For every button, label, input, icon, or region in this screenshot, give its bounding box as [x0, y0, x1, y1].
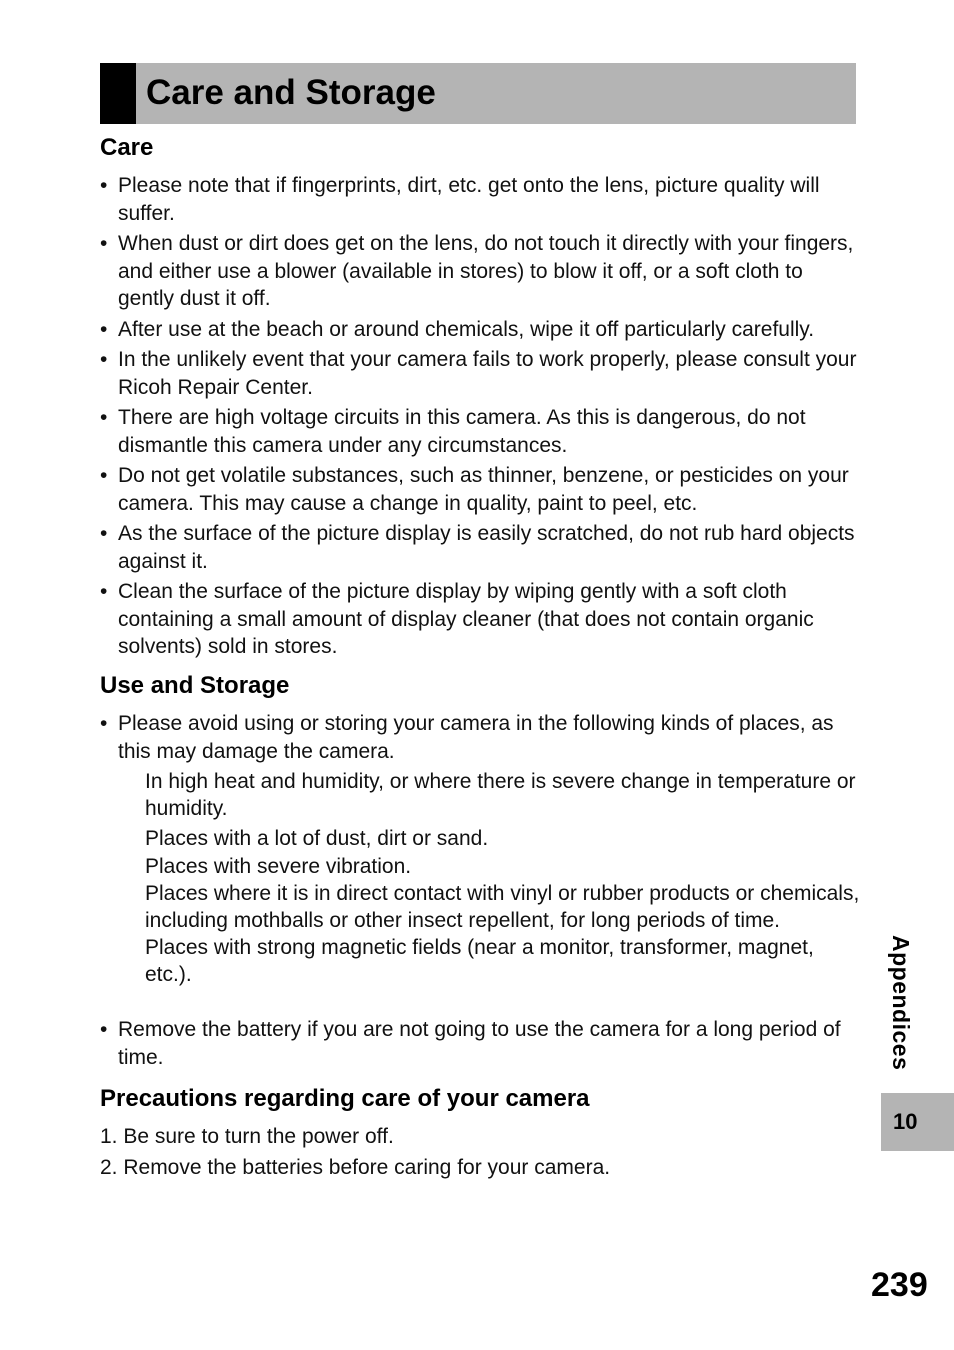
- place-item: Places with severe vibration.: [145, 854, 412, 878]
- list-item: [100, 462, 860, 517]
- list-item: [100, 316, 860, 344]
- list-item-text: Please note that if fingerprints, dirt, etc. get onto the lens, picture quality will suffer.: [118, 174, 820, 225]
- list-item: [100, 404, 860, 459]
- bullet: •: [100, 1018, 108, 1041]
- bullet: •: [100, 348, 108, 371]
- step-item: 1. Be sure to turn the power off.: [100, 1125, 394, 1148]
- list-item-text: In the unlikely event that your camera fails to work properly, please consult your Ricoh Repair Center.: [118, 348, 857, 399]
- precautions-steps: [100, 1123, 860, 1184]
- list-item-text: After use at the beach or around chemicals, wipe it off particularly carefully.: [118, 317, 815, 341]
- list-item-text: There are high voltage circuits in this camera. As this is dangerous, do not dismantle this camera under any circumstances.: [118, 406, 806, 457]
- bullet: •: [100, 522, 108, 545]
- list-item: [100, 230, 860, 313]
- precautions-heading: Precautions regarding care of your camera: [100, 1085, 590, 1112]
- list-item: [100, 578, 860, 661]
- chapter-number: 10: [893, 1109, 918, 1134]
- list-item-text: Remove the battery if you are not going to use the camera for a long period of time.: [118, 1018, 841, 1069]
- bullet: •: [100, 464, 108, 487]
- battery-note-list: [100, 1016, 860, 1074]
- care-list: [100, 172, 860, 664]
- list-item: [100, 710, 860, 765]
- bullet: •: [100, 712, 108, 735]
- bullet: •: [100, 174, 108, 197]
- use-storage-intro-list: [100, 710, 860, 768]
- step-item: 2. Remove the batteries before caring for your camera.: [100, 1155, 611, 1179]
- list-item-text: As the surface of the picture display is easily scratched, do not rub hard objects against it.: [118, 522, 855, 573]
- page-number: 239: [871, 1266, 928, 1304]
- place-item: Places where it is in direct contact with vinyl or rubber products or chemicals, including mothballs or other insect repellent, for long periods of time.: [145, 881, 860, 933]
- title-marker-block: [100, 63, 136, 124]
- section-tab-label: Appendices: [888, 935, 914, 1071]
- list-item-text: When dust or dirt does get on the lens, do not touch it directly with your fingers, and either use a blower (available in stores) to blow it off, or a soft cloth to gently dust it off.: [118, 232, 854, 310]
- places-list: [145, 768, 860, 989]
- page-title-bar: [100, 63, 856, 124]
- list-item: [100, 520, 860, 575]
- list-item: [100, 1016, 860, 1071]
- bullet: •: [100, 580, 108, 603]
- bullet: •: [100, 232, 108, 255]
- place-item: Places with a lot of dust, dirt or sand.: [145, 827, 489, 851]
- place-item: In high heat and humidity, or where there is severe change in temperature or humidity.: [145, 770, 856, 821]
- list-item-text: Please avoid using or storing your camera in the following kinds of places, as this may damage the camera.: [118, 712, 834, 763]
- chapter-tab: [881, 1093, 954, 1151]
- page-title: Care and Storage: [146, 73, 436, 112]
- bullet: •: [100, 317, 108, 341]
- list-item: [100, 172, 860, 227]
- use-storage-heading: Use and Storage: [100, 672, 290, 699]
- list-item-text: Do not get volatile substances, such as thinner, benzene, or pesticides on your camera. This may cause a change in quality, paint to peel, etc.: [118, 464, 849, 515]
- care-heading: Care: [100, 134, 154, 161]
- place-item: Places with strong magnetic fields (near a monitor, transformer, magnet, etc.).: [145, 936, 814, 987]
- list-item-text: Clean the surface of the picture display by wiping gently with a soft cloth containing a small amount of display cleaner (that does not contain organic solvents) sold in stores.: [118, 580, 814, 658]
- bullet: •: [100, 406, 108, 429]
- list-item: [100, 346, 860, 401]
